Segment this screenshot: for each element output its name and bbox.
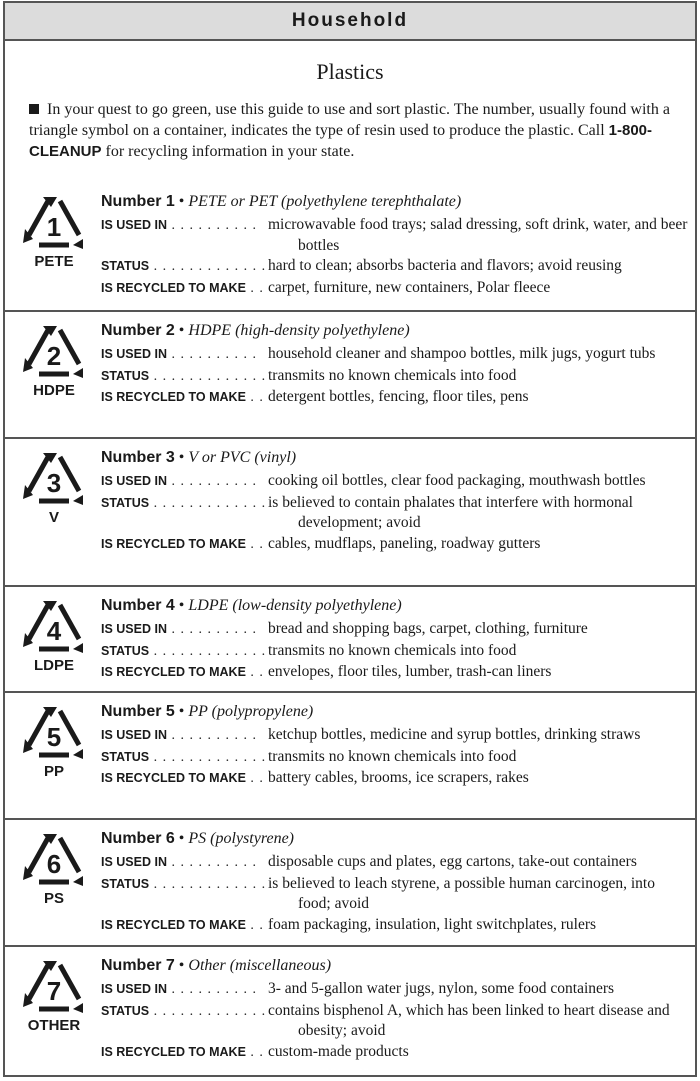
plastic-entry-1 (5, 183, 695, 310)
recycling-triangle-icon (21, 705, 87, 761)
status-row: STATUS . . . . . . . . . . . . . transmits no known chemicals into food (101, 641, 689, 663)
used-in-label: IS USED IN (101, 474, 167, 488)
recycled-value: carpet, furniture, new containers, Polar fleece (268, 278, 551, 296)
resin-number: 6 (46, 849, 62, 879)
section-header: Household (5, 3, 695, 41)
entry-heading: Number 5 • PP (polypropylene) (101, 703, 314, 720)
intro-tail: for recycling information in your state. (101, 143, 355, 160)
entry-content (101, 701, 689, 790)
plastic-entry-7 (5, 945, 695, 1075)
entry-heading: Number 6 • PS (polystyrene) (101, 830, 294, 847)
number-label: Number 7 (101, 957, 175, 974)
resin-number: 5 (46, 722, 62, 752)
number-label: Number 3 (101, 449, 175, 466)
number-label: Number 1 (101, 193, 175, 210)
number-label: Number 4 (101, 597, 175, 614)
resin-logo (15, 195, 93, 270)
phone-number: 1-800-CLEANUP (29, 122, 652, 160)
resin-number: 3 (46, 468, 62, 498)
entry-content (101, 595, 689, 684)
recycling-triangle-icon (21, 195, 87, 251)
plastic-entry-6 (5, 818, 695, 945)
resin-number: 1 (46, 212, 62, 242)
status-value: is believed to contain phalates that interfere with hormonal development; avoid (268, 493, 633, 531)
resin-number: 4 (46, 616, 62, 646)
status-row: STATUS . . . . . . . . . . . . . hard to clean; absorbs bacteria and flavors; avoid reusing (101, 256, 689, 278)
resin-code: HDPE (33, 382, 75, 399)
plastic-description: Other (miscellaneous) (188, 957, 332, 974)
used-in-value: 3- and 5-gallon water jugs, nylon, some food containers (268, 980, 615, 997)
recycled-row: IS RECYCLED TO MAKE . . detergent bottles, fencing, floor tiles, pens (101, 387, 689, 409)
recycled-value: battery cables, brooms, ice scrapers, rakes (268, 769, 529, 786)
number-label: Number 5 (101, 703, 175, 720)
recycled-label: IS RECYCLED TO MAKE (101, 771, 246, 785)
resin-code: OTHER (27, 1017, 81, 1034)
status-label: STATUS (101, 495, 150, 510)
recycled-value: envelopes, floor tiles, lumber, trash-can liners (268, 663, 552, 680)
used-in-row: IS USED IN . . . . . . . . . . disposable cups and plates, egg cartons, take-out containers (101, 852, 689, 874)
used-in-value: household cleaner and shampoo bottles, milk jugs, yogurt tubs (268, 345, 656, 362)
recycled-label: IS RECYCLED TO MAKE (101, 536, 246, 551)
used-in-label: IS USED IN (101, 855, 167, 869)
page (3, 1, 697, 1077)
recycled-value: detergent bottles, fencing, floor tiles, pens (268, 388, 529, 405)
plastic-entry-3 (5, 437, 695, 585)
status-row: STATUS . . . . . . . . . . . . . contains bisphenol A, which has been linked to heart disease and obesity; avoid (101, 1001, 689, 1042)
entry-content (101, 320, 689, 409)
status-row: STATUS . . . . . . . . . . . . . transmits no known chemicals into food (101, 366, 689, 388)
status-value: transmits no known chemicals into food (268, 366, 517, 384)
intro-paragraph (29, 99, 681, 162)
status-label: STATUS (101, 643, 150, 658)
used-in-label: IS USED IN (101, 982, 167, 996)
used-in-row: IS USED IN . . . . . . . . . . ketchup bottles, medicine and syrup bottles, drinking straws (101, 725, 689, 747)
recycled-label: IS RECYCLED TO MAKE (101, 280, 246, 295)
bullet-square-icon (29, 104, 39, 114)
resin-number: 7 (46, 976, 62, 1006)
plastic-entry-5 (5, 691, 695, 818)
plastics-list (5, 183, 695, 1075)
recycled-row: IS RECYCLED TO MAKE . . carpet, furniture, new containers, Polar fleece (101, 278, 689, 300)
plastic-description: PETE or PET (polyethylene terephthalate) (188, 193, 462, 210)
resin-number: 2 (46, 341, 62, 371)
entry-heading: Number 1 • PETE or PET (polyethylene terephthalate) (101, 193, 462, 210)
plastic-description: V or PVC (vinyl) (188, 449, 297, 466)
resin-code: PS (43, 890, 64, 907)
resin-logo (15, 959, 93, 1034)
used-in-value: microwavable food trays; salad dressing, soft drink, water, and beer bottles (268, 216, 688, 254)
used-in-label: IS USED IN (101, 218, 167, 232)
used-in-row: IS USED IN . . . . . . . . . . 3- and 5-gallon water jugs, nylon, some food containers (101, 979, 689, 1001)
recycling-triangle-icon (21, 324, 87, 380)
resin-logo (15, 832, 93, 907)
recycled-row: IS RECYCLED TO MAKE . . cables, mudflaps, paneling, roadway gutters (101, 534, 689, 556)
plastic-entry-4 (5, 585, 695, 691)
used-in-row: IS USED IN . . . . . . . . . . microwavable food trays; salad dressing, soft drink, water, and beer bottles (101, 215, 689, 256)
recycled-row: IS RECYCLED TO MAKE . . battery cables, brooms, ice scrapers, rakes (101, 768, 689, 790)
status-label: STATUS (101, 259, 150, 273)
entry-content (101, 191, 689, 299)
resin-code: PETE (34, 253, 74, 270)
intro-text: In your quest to go green, use this guide to use and sort plastic. The number, usually found with a triangle symbol on a container, indicates the type of resin used to produce the plastic. Call (29, 101, 670, 139)
entry-heading: Number 2 • HDPE (high-density polyethylene) (101, 322, 410, 339)
used-in-value: cooking oil bottles, clear food packaging, mouthwash bottles (268, 472, 646, 489)
recycling-triangle-icon (21, 599, 87, 655)
status-label: STATUS (101, 368, 150, 383)
status-value: is believed to leach styrene, a possible human carcinogen, into food; avoid (268, 874, 655, 912)
resin-code: V (48, 509, 59, 526)
status-value: contains bisphenol A, which has been linked to heart disease and obesity; avoid (268, 1001, 670, 1039)
number-label: Number 6 (101, 830, 175, 847)
entry-content (101, 828, 689, 936)
page-title: Plastics (316, 59, 384, 84)
recycled-row: IS RECYCLED TO MAKE . . foam packaging, insulation, light switchplates, rulers (101, 915, 689, 937)
resin-logo (15, 451, 93, 526)
entry-content (101, 447, 689, 555)
used-in-label: IS USED IN (101, 728, 167, 742)
used-in-value: ketchup bottles, medicine and syrup bottles, drinking straws (268, 726, 641, 743)
used-in-row: IS USED IN . . . . . . . . . . household cleaner and shampoo bottles, milk jugs, yogurt tubs (101, 344, 689, 366)
recycled-value: foam packaging, insulation, light switchplates, rulers (268, 915, 597, 933)
status-row: STATUS . . . . . . . . . . . . . transmits no known chemicals into food (101, 747, 689, 769)
status-row: STATUS . . . . . . . . . . . . . is believed to contain phalates that interfere with hormonal development; avoid (101, 493, 689, 534)
used-in-label: IS USED IN (101, 347, 167, 361)
status-row: STATUS . . . . . . . . . . . . . is believed to leach styrene, a possible human carcinogen, into food; avoid (101, 874, 689, 915)
used-in-row: IS USED IN . . . . . . . . . . cooking oil bottles, clear food packaging, mouthwash bottles (101, 471, 689, 493)
plastic-description: PS (polystyrene) (188, 830, 294, 847)
resin-code: LDPE (33, 657, 74, 674)
number-label: Number 2 (101, 322, 175, 339)
resin-logo (15, 324, 93, 399)
recycled-label: IS RECYCLED TO MAKE (101, 917, 246, 932)
resin-logo (15, 599, 93, 674)
used-in-value: bread and shopping bags, carpet, clothing, furniture (268, 620, 588, 637)
recycled-label: IS RECYCLED TO MAKE (101, 390, 246, 404)
recycled-row: IS RECYCLED TO MAKE . . custom-made products (101, 1042, 689, 1064)
used-in-value: disposable cups and plates, egg cartons, take-out containers (268, 853, 637, 870)
recycled-value: custom-made products (268, 1042, 409, 1060)
status-label: STATUS (101, 749, 150, 764)
plastic-description: HDPE (high-density polyethylene) (188, 322, 410, 339)
entry-heading: Number 4 • LDPE (low-density polyethylene) (101, 597, 402, 614)
entry-content (101, 955, 689, 1063)
entry-heading: Number 3 • V or PVC (vinyl) (101, 449, 297, 466)
entry-heading: Number 7 • Other (miscellaneous) (101, 957, 332, 974)
plastic-description: LDPE (low-density polyethylene) (188, 597, 402, 614)
status-label: STATUS (101, 1003, 150, 1018)
used-in-row: IS USED IN . . . . . . . . . . bread and shopping bags, carpet, clothing, furniture (101, 619, 689, 641)
recycling-triangle-icon (21, 959, 87, 1015)
resin-logo (15, 705, 93, 780)
plastic-description: PP (polypropylene) (188, 703, 314, 720)
recycling-triangle-icon (21, 451, 87, 507)
status-value: transmits no known chemicals into food (268, 641, 517, 659)
status-label: STATUS (101, 876, 150, 891)
plastic-entry-2 (5, 310, 695, 437)
recycled-label: IS RECYCLED TO MAKE (101, 665, 246, 679)
recycled-label: IS RECYCLED TO MAKE (101, 1044, 246, 1059)
recycled-row: IS RECYCLED TO MAKE . . envelopes, floor tiles, lumber, trash-can liners (101, 662, 689, 684)
used-in-label: IS USED IN (101, 622, 167, 636)
recycling-triangle-icon (21, 832, 87, 888)
status-value: hard to clean; absorbs bacteria and flavors; avoid reusing (268, 257, 622, 274)
resin-code: PP (43, 763, 64, 780)
status-value: transmits no known chemicals into food (268, 747, 517, 765)
recycled-value: cables, mudflaps, paneling, roadway gutters (268, 534, 541, 552)
